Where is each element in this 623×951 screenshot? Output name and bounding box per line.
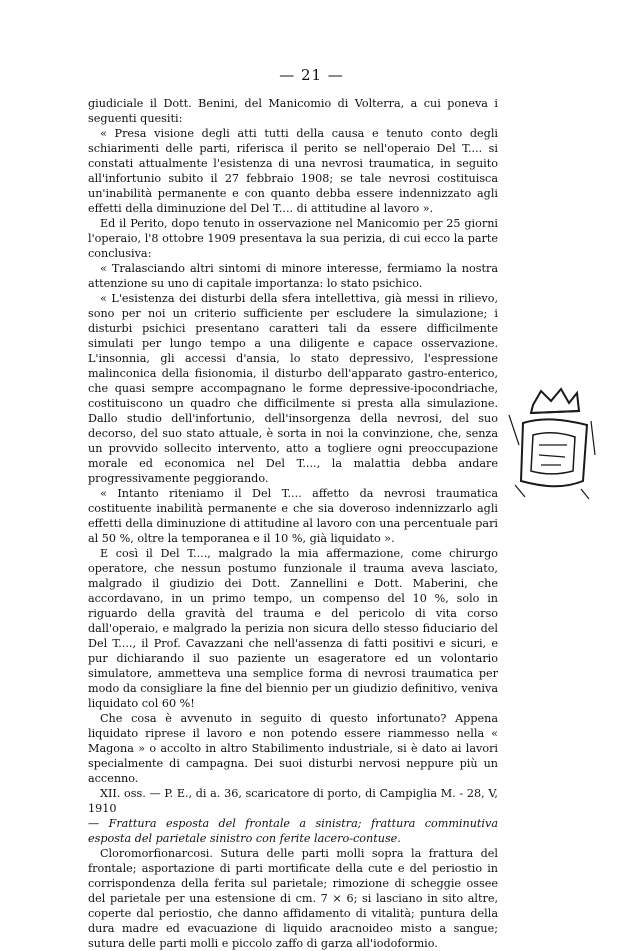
paragraph: Che cosa è avvenuto in seguito di questo infortunato? Appena liquidato riprese il lavoro e non potendo essere riammesso nella « Magona » o accolto in altro Stabilimento industriale, si è dato ai lavori specialmente di campagna. Dei suoi disturbi nervosi neppure più un accenno. [88, 712, 498, 785]
paragraph: giudiciale il Dott. Benini, del Manicomio di Volterra, a cui poneva i seguenti quesiti: [88, 97, 498, 125]
paragraph: E così il Del T...., malgrado la mia affermazione, come chirurgo operatore, che nessun postumo funzionale il trauma aveva lasciato, malgrado il giudizio dei Dott. Zannellini e Dott. Maberini, che accordavano, in un primo tempo, un compenso del 10 %, solo in riguardo della gravità del trauma e del pericolo di vita corso dall'operaio, e malgrado la perizia non sicura dello stesso fiduciario del Del T...., il Prof. Cavazzani che nell'assenza di fatti positivi e sicuri, e pur dichiarando il suo paziente un esageratore ed un volontario simulatore, ammetteva una semplice forma di nevrosi traumatica per modo da consigliare la fine del biennio per un giudizio definitivo, veniva liquidato col 60 %! [88, 547, 498, 710]
paragraph: « Presa visione degli atti tutti della causa e tenuto conto degli schiarimenti delle parti, riferisca il perito se nell'operaio Del T.... si constati attualmente l'esistenza di una nevrosi traumatica, in seguito all'infortunio subito il 27 febbraio 1908; se tale nevrosi costituisca un'inabilità permanente e con quanto debba essere indennizzato agli effetti della diminuzione del Del T.... di attitudine al lavoro ». [88, 127, 498, 215]
paragraph: « Intanto riteniamo il Del T.... affetto da nevrosi traumatica costituente inabilità permanente e che sia doveroso indennizzarlo agli effetti della diminuzione di attitudine al lavoro con una percentuale pari al 50 %, oltre la temporanea e il 10 %, già liquidato ». [88, 487, 499, 545]
case-paragraph: Cloromorfionarcosi. Sutura delle parti molli sopra la frattura del frontale; asportazione di parti mortificate della cute e del periostio in corrispondenza della ferita sul parietale; rimozione di scheggie ossee del parietale per una estensione di cm. 7 × 6; si lasciano in sito altre, coperte dal periostio, che danno affidamento di vitalità; puntura della dura madre ed evacuazione di liquido aracnoideo misto a sangue; sutura delle parti molli e piccolo zaffo di garza all'iodoformio. [88, 847, 498, 950]
case-title: — Frattura esposta del frontale a sinistra; frattura comminutiva esposta del parietale sinistro con ferite lacero-contuse. [88, 817, 498, 845]
page-number: — 21 — [279, 66, 344, 84]
crown-icon [531, 389, 579, 413]
paragraph: « Tralasciando altri sintomi di minore interesse, fermiamo la nostra attenzione su uno di capitale importanza: lo stato psichico. [88, 262, 498, 290]
body-text [88, 96, 498, 951]
library-stamp [503, 385, 599, 503]
case-heading: XII. oss. — P. E., di a. 36, scaricatore di porto, di Campiglia M. - 28, V, 1910 [88, 787, 498, 815]
paragraph: Ed il Perito, dopo tenuto in osservazione nel Manicomio per 25 giorni l'operaio, l'8 ottobre 1909 presentava la sua perizia, di cui ecco la parte conclusiva: [88, 217, 498, 260]
paragraph: « L'esistenza dei disturbi della sfera intellettiva, già messi in rilievo, sono per noi un criterio sufficiente per escludere la simulazione; i disturbi psichici presentano caratteri tali da essere difficilmente simulati per lungo tempo a una diligente e capace osservazione. L'insonnia, gli accessi d'ansia, lo stato depressivo, l'espressione malinconica della fisionomia, il disturbo dell'apparato gastro-enterico, che quasi sempre accompagnano le forme depressive-ipocondriache, costituiscono un quadro che difficilmente si presta alla simulazione. Dallo studio dell'infortunio, dell'insorgenza della nevrosi, del suo decorso, del suo stato attuale, è sorta in noi la convinzione, che, senza un provvido sollecito intervento, atto a togliere ogni preoccupazione morale ed economica nel Del T...., la malattia debba andare progressivamente peggiorando. [88, 292, 498, 485]
stamp-frame [521, 419, 587, 486]
